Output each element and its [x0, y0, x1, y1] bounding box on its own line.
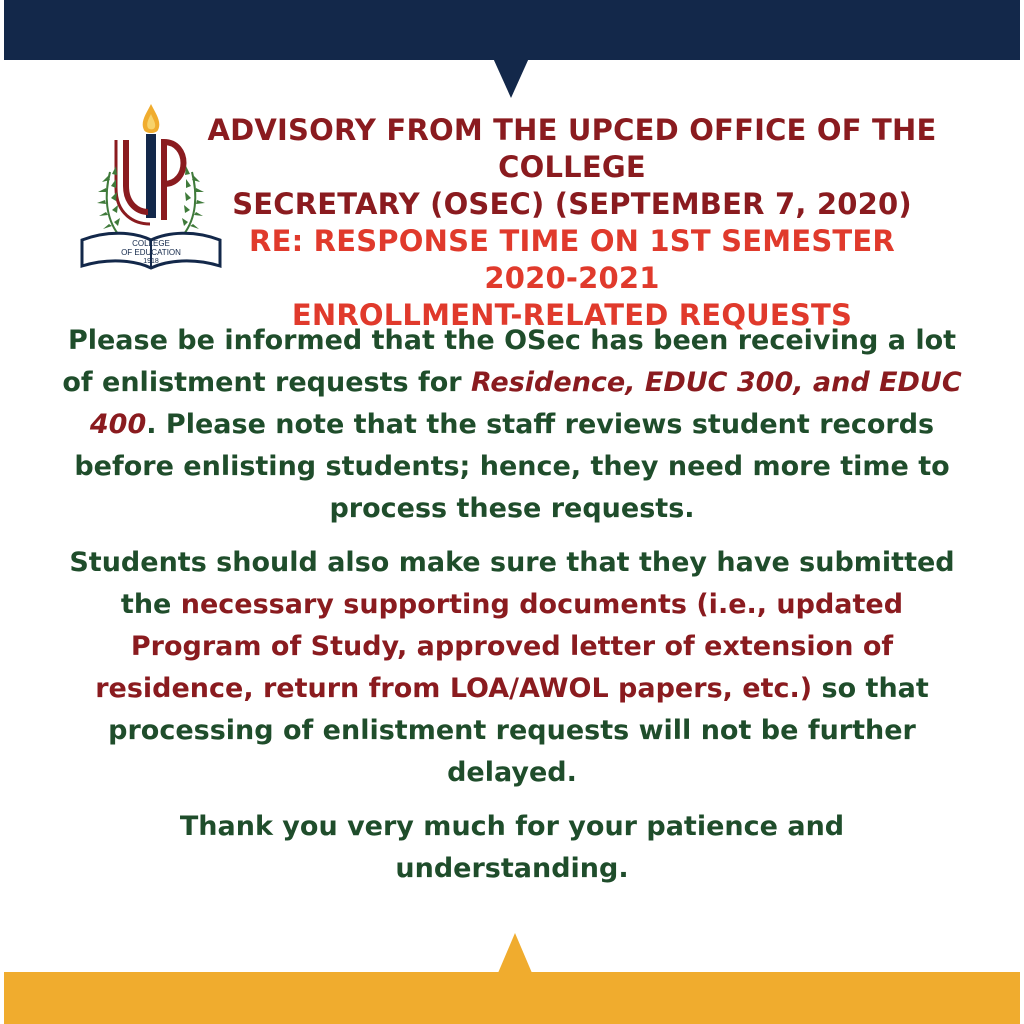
paragraph-2-text-a: Students should also make sure that they have submitted the — [69, 547, 955, 620]
logo-text-line2: OF EDUCATION — [121, 248, 181, 257]
bottom-banner — [4, 972, 1020, 1024]
logo-text-line1: COLLEGE — [132, 239, 170, 248]
paragraph-1-text-b: . Please note that the staff reviews student records before enlisting students; hence, they need more time to process these requests. — [74, 409, 950, 524]
paragraph-3: Thank you very much for your patience and understanding. — [179, 811, 845, 884]
paragraph-1 — [62, 320, 962, 530]
top-banner — [4, 0, 1020, 60]
paragraph-1-emphasis: Residence, EDUC 300, and EDUC 400 — [89, 367, 962, 440]
paragraph-2-text-b: so that processing of enlistment requests will not be further delayed. — [108, 673, 929, 788]
header-line-4: ENROLLMENT-RELATED REQUESTS — [291, 298, 853, 332]
advisory-header — [200, 112, 944, 334]
paragraph-1-text-a: Please be informed that the OSec has been receiving a lot of enlistment requests for — [62, 325, 957, 398]
paragraph-2-emphasis: necessary supporting documents (i.e., updated Program of Study, approved letter of extension of residence, return from LOA/AWOL papers, etc.) — [95, 589, 904, 704]
header-line-2: SECRETARY (OSEC) (SEPTEMBER 7, 2020) — [232, 187, 912, 221]
bottom-banner-notch — [498, 933, 532, 973]
paragraph-2 — [62, 542, 962, 794]
advisory-body — [62, 320, 962, 902]
top-banner-notch — [493, 58, 529, 98]
logo-text-line3: 1918 — [143, 258, 159, 265]
header-line-1: ADVISORY FROM THE UPCED OFFICE OF THE COLLEGE — [207, 113, 937, 184]
header-line-3: RE: RESPONSE TIME ON 1ST SEMESTER 2020-2021 — [249, 224, 895, 295]
